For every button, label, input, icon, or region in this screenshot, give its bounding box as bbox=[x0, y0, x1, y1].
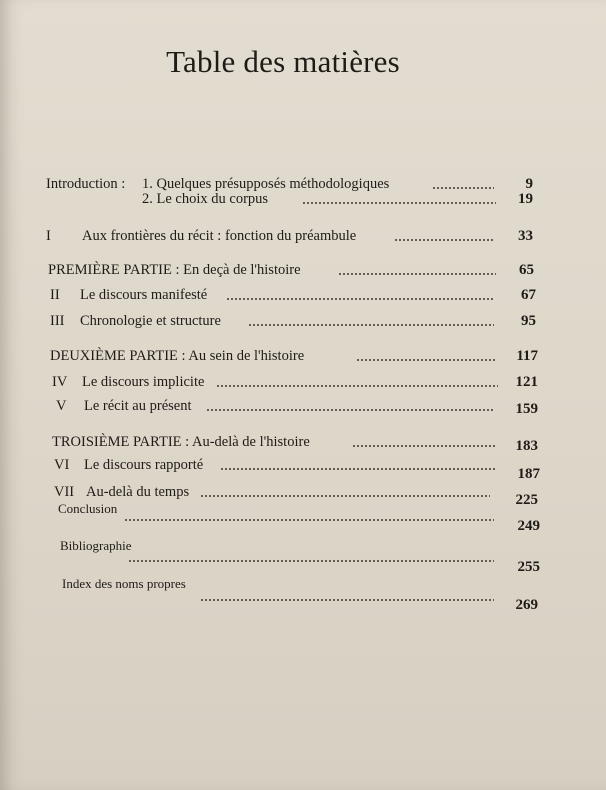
dot-leader bbox=[206, 409, 494, 411]
toc-title: Aux frontières du récit : fonction du préambule bbox=[82, 228, 357, 244]
page-title: Table des matières bbox=[166, 44, 400, 79]
toc-title: Bibliographie bbox=[60, 538, 132, 553]
dot-leader bbox=[200, 495, 490, 497]
dot-leader bbox=[352, 445, 496, 447]
toc-title: 2. Le choix du corpus bbox=[142, 191, 269, 207]
toc-title: 1. Quelques présupposés méthodologiques bbox=[142, 176, 390, 192]
toc-page-number: 225 bbox=[515, 492, 538, 508]
dot-leader bbox=[302, 202, 496, 204]
toc-entry-part-1 bbox=[48, 260, 508, 280]
toc-page-number: 67 bbox=[521, 287, 536, 303]
toc-page-number: 33 bbox=[518, 228, 533, 244]
dot-leader bbox=[216, 385, 498, 387]
toc-label: VII bbox=[54, 484, 75, 500]
toc-label: IV bbox=[52, 374, 68, 390]
toc-entry-conclusion bbox=[58, 499, 498, 519]
toc-entry-chapter-4 bbox=[52, 372, 512, 392]
toc-title: Conclusion bbox=[58, 501, 118, 516]
dot-leader bbox=[220, 468, 496, 470]
toc-entry-chapter-1 bbox=[46, 226, 506, 246]
toc-label: III bbox=[50, 313, 65, 329]
toc-entry-part-2 bbox=[50, 346, 510, 366]
dot-leader bbox=[200, 599, 494, 601]
dot-leader bbox=[248, 324, 494, 326]
dot-leader bbox=[128, 560, 494, 562]
toc-label: II bbox=[50, 287, 60, 303]
dot-leader bbox=[338, 273, 496, 275]
toc-title: Le discours manifesté bbox=[80, 287, 208, 303]
toc-page-number: 249 bbox=[517, 518, 540, 534]
toc-title: Le discours rapporté bbox=[84, 457, 204, 473]
toc-title: Index des noms propres bbox=[62, 576, 186, 591]
toc-title: Le récit au présent bbox=[84, 398, 192, 414]
toc-page-number: 269 bbox=[515, 597, 538, 613]
dot-leader bbox=[394, 239, 494, 241]
toc-page-number: 117 bbox=[516, 348, 538, 364]
toc-page-number: 19 bbox=[518, 191, 533, 207]
toc-page-number: 183 bbox=[515, 438, 538, 454]
toc-label: I bbox=[46, 228, 51, 244]
toc-label: Introduction : bbox=[46, 176, 126, 192]
toc-title: Chronologie et structure bbox=[80, 313, 221, 329]
toc-page-number: 159 bbox=[515, 401, 538, 417]
toc-entry-part-3 bbox=[52, 432, 512, 452]
toc-entry-chapter-6 bbox=[54, 455, 514, 475]
toc-entry-chapter-2 bbox=[50, 285, 510, 305]
toc-title: Le discours implicite bbox=[82, 374, 205, 390]
toc-page-number: 95 bbox=[521, 313, 536, 329]
toc-page-number: 9 bbox=[525, 176, 533, 192]
toc-label: VI bbox=[54, 457, 70, 473]
toc-label: V bbox=[56, 398, 67, 414]
toc-entry-chapter-3 bbox=[50, 311, 510, 331]
toc-page-number: 121 bbox=[515, 374, 538, 390]
toc-title: TROISIÈME PARTIE : Au-delà de l'histoire bbox=[52, 434, 310, 450]
toc-entry-chapter-5 bbox=[56, 396, 516, 416]
dot-leader bbox=[124, 519, 494, 521]
toc-page-number: 187 bbox=[517, 466, 540, 482]
dot-leader bbox=[226, 298, 494, 300]
toc-title: PREMIÈRE PARTIE : En deçà de l'histoire bbox=[48, 262, 301, 278]
toc-entry-bibliography bbox=[60, 536, 500, 556]
toc-title: Au-delà du temps bbox=[86, 484, 190, 500]
toc-page-number: 65 bbox=[519, 262, 534, 278]
toc-page-number: 255 bbox=[517, 559, 540, 575]
toc-title: DEUXIÈME PARTIE : Au sein de l'histoire bbox=[50, 348, 305, 364]
toc-entry-introduction-2 bbox=[142, 189, 502, 209]
dot-leader bbox=[356, 359, 496, 361]
toc-entry-index bbox=[62, 574, 502, 594]
